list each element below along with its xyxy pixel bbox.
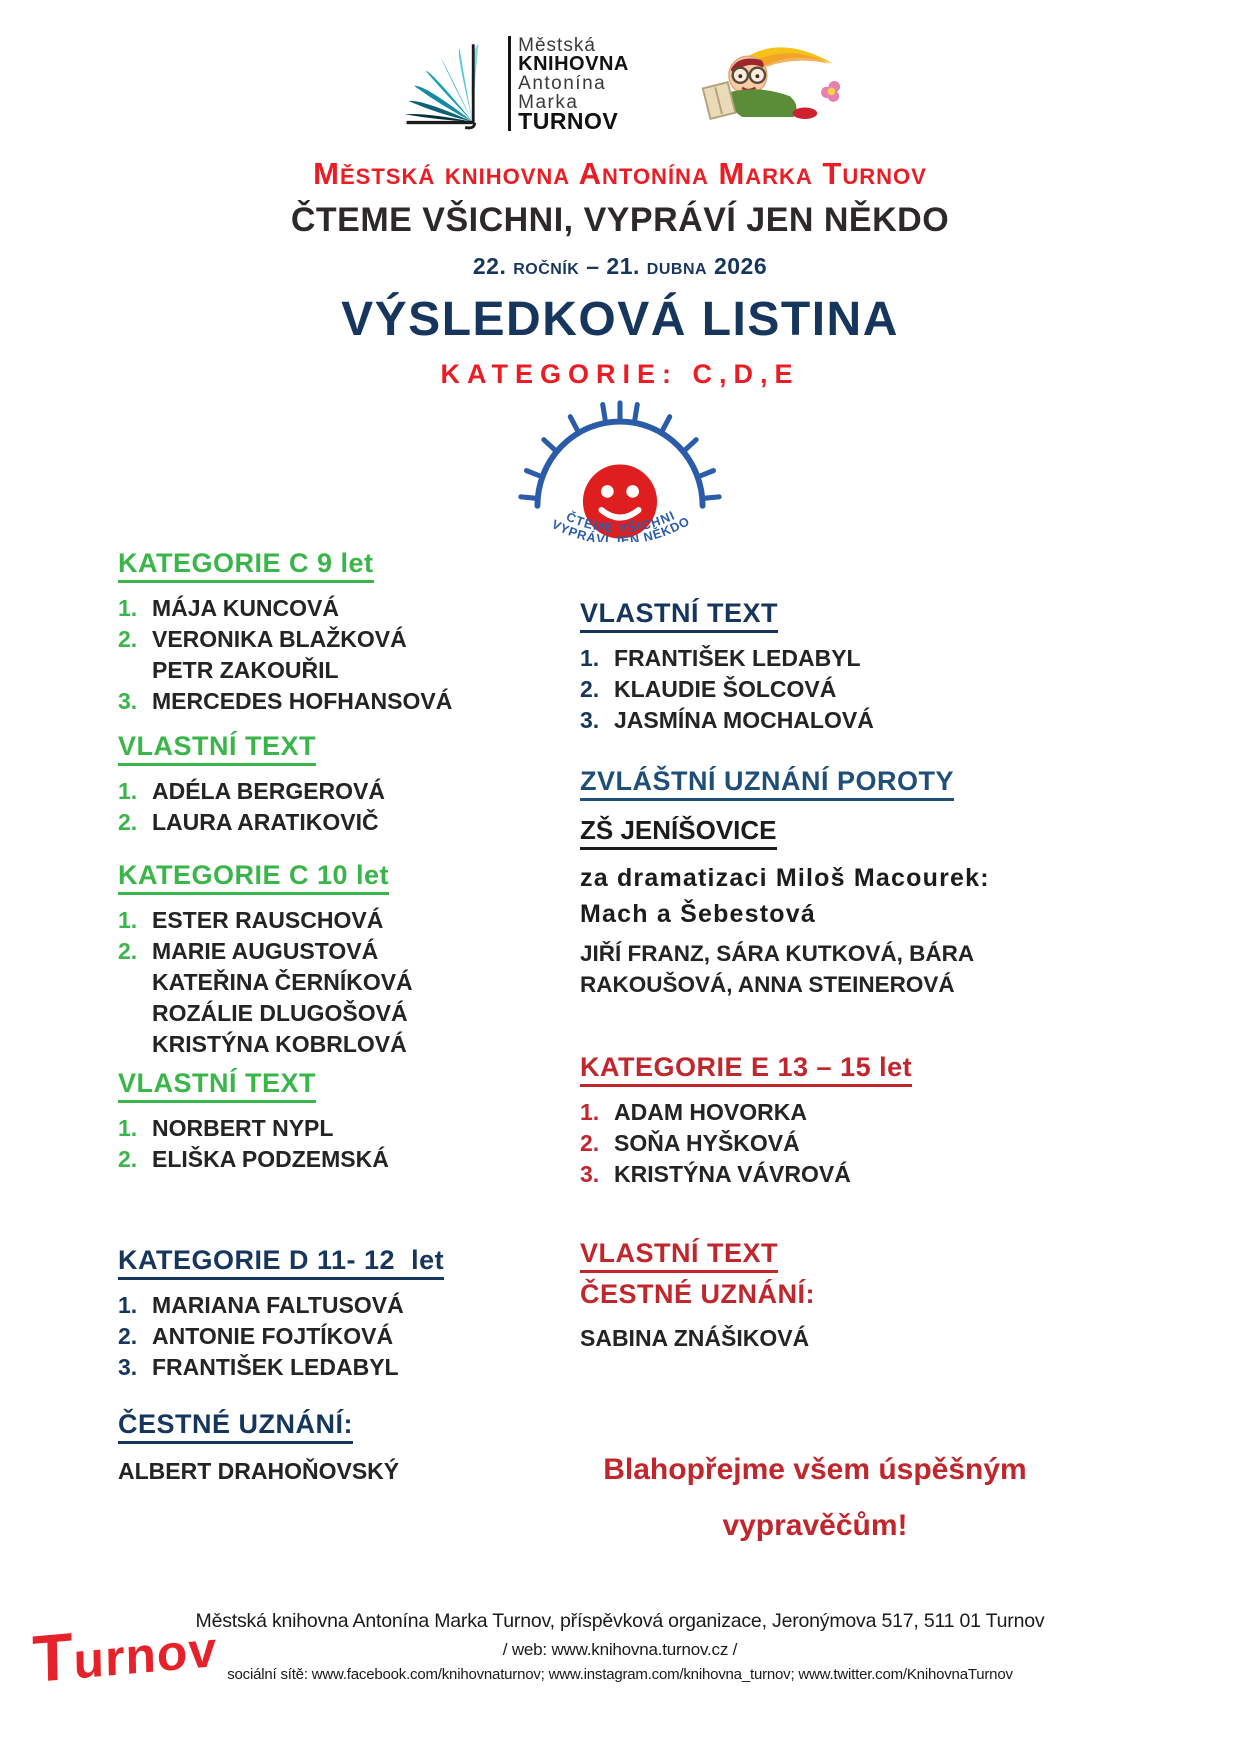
storyteller-mascot-illustration [689,36,841,124]
entry-name: ADÉLA BERGEROVÁ [152,778,385,804]
categories-line: KATEGORIE: C,D,E [440,359,800,389]
library-logo-text [508,35,629,134]
logo-line: TURNOV [518,108,619,134]
logo-line: Antonína [518,73,607,94]
entry-name: ADAM HOVORKA [614,1099,807,1125]
entry-name: VERONIKA BLAŽKOVÁ [152,626,407,652]
right-column [580,548,1140,1554]
special-award-reason-line2: Mach a Šebestová [580,900,816,928]
special-award-school: ZŠ JENÍŠOVICE [580,815,777,850]
section-kategorie-c10 [118,860,580,1060]
result-entry [118,967,580,998]
edition-date-line: 22. ročník – 21. dubna 2026 [472,253,768,279]
entry-name: MARIANA FALTUSOVÁ [152,1292,404,1318]
entry-rank: 1. [118,778,138,804]
entry-name: FRANTIŠEK LEDABYL [614,645,861,671]
result-entry [118,686,580,717]
entry-rank: 2. [580,676,600,702]
section-kategorie-c9 [118,548,580,717]
footer-web-url: / web: www.knihovna.turnov.cz / [502,1640,738,1659]
sun-logo-text-top: ČTEME VŠICHNI [564,508,678,536]
entry-rank: 1. [118,907,138,933]
result-entry [580,643,1140,674]
entry-rank: 1. [580,1099,600,1125]
entry-rank: 1. [118,595,138,621]
section-heading-vlastni-text-d: VLASTNÍ TEXT [580,598,778,633]
result-entry [118,655,580,686]
result-entry [118,1113,580,1144]
result-entry [118,807,580,838]
entry-name: SOŇA HYŠKOVÁ [614,1130,800,1156]
header-logo-row [0,0,1240,140]
entry-rank: 2. [118,1146,138,1172]
section-heading-kategorie-c9: KATEGORIE C 9 let [118,548,374,583]
entry-rank: 2. [580,1130,600,1156]
section-heading-cestne-uznani-d: ČESTNÉ UZNÁNÍ: [118,1409,353,1444]
library-title: Městská knihovna Antonína Marka Turnov [313,156,927,191]
entry-name: ROZÁLIE DLUGOŠOVÁ [152,1000,408,1026]
entry-rank: 3. [118,688,138,714]
logo-line: Městská [518,35,596,56]
entry-name: KRISTÝNA VÁVROVÁ [614,1161,851,1187]
congratulations-line2: vypravěčům! [722,1509,908,1542]
result-entry [118,936,580,967]
section-vlastni-text-d [580,598,1140,736]
section-heading-kategorie-d: KATEGORIE D 11- 12 let [118,1245,444,1280]
entry-name: FRANTIŠEK LEDABYL [152,1354,399,1380]
entry-name: MARIE AUGUSTOVÁ [152,938,379,964]
result-entry [118,776,580,807]
entry-name: KATEŘINA ČERNÍKOVÁ [152,969,413,995]
result-entry [118,905,580,936]
congratulations-message [580,1442,1050,1554]
entry-name: MERCEDES HOFHANSOVÁ [152,688,453,714]
entry-rank: 2. [118,626,138,652]
entry-name: KRISTÝNA KOBRLOVÁ [152,1031,407,1057]
entry-name: NORBERT NYPL [152,1115,334,1141]
entry-rank: 2. [118,938,138,964]
entry-rank: 3. [118,1354,138,1380]
entry-rank [118,1029,152,1060]
result-entry [118,593,580,624]
special-award-names: JIŘÍ FRANZ, SÁRA KUTKOVÁ, BÁRA RAKOUŠOVÁ, ANNA STEINEROVÁ [580,941,974,997]
footer-social-links: sociální sítě: www.facebook.com/knihovnaturnov; www.instagram.com/knihovna_turnov; www.twitter.com/KnihovnaTurnov [227,1666,1013,1683]
sun-eye-icon [486,392,754,542]
entry-name: JASMÍNA MOCHALOVÁ [614,707,874,733]
section-kategorie-d [118,1245,580,1383]
section-kategorie-e [580,1052,1140,1190]
entry-rank: 2. [118,1323,138,1349]
result-entry [580,1128,1140,1159]
entry-rank: 1. [118,1292,138,1318]
entry-rank: 1. [580,645,600,671]
entry-name: ANTONIE FOJTÍKOVÁ [152,1323,394,1349]
turnov-city-logo: Turnov [31,1618,218,1697]
entry-name: ELIŠKA PODZEMSKÁ [152,1146,389,1172]
library-logo [399,36,629,132]
section-heading-vlastni-text-c9: VLASTNÍ TEXT [118,731,316,766]
result-entry [118,1029,580,1060]
logo-line: KNIHOVNA [518,53,629,75]
entry-name: ESTER RAUSCHOVÁ [152,907,384,933]
entry-name: PETR ZAKOUŘIL [152,657,339,683]
section-heading-kategorie-e: KATEGORIE E 13 – 15 let [580,1052,912,1087]
entry-name: MÁJA KUNCOVÁ [152,595,339,621]
result-entry [118,1352,580,1383]
footer-address: Městská knihovna Antonína Marka Turnov, příspěvková organizace, Jeronýmova 517, 511 01 Turnov [195,1610,1045,1632]
sun-logo-text-bottom: VYPRÁVÍ JEN NĚKDO [549,514,693,542]
page-title: VÝSLEDKOVÁ LISTINA [341,293,899,346]
result-entry [118,624,580,655]
result-entry [580,1097,1140,1128]
section-heading-kategorie-c10: KATEGORIE C 10 let [118,860,389,895]
result-entry [118,998,580,1029]
result-entry [580,674,1140,705]
entry-rank: 2. [118,809,138,835]
entry-rank [118,967,152,998]
left-column [118,548,580,1554]
book-fan-icon [399,36,503,132]
section-heading-vlastni-text-c10: VLASTNÍ TEXT [118,1068,316,1103]
event-sun-logo [0,392,1240,544]
honorable-mention-name: ALBERT DRAHOŇOVSKÝ [118,1458,400,1484]
results-columns [0,548,1240,1554]
honorable-mention-name: SABINA ZNÁŠIKOVÁ [580,1325,810,1351]
section-vlastni-text-e [580,1238,1140,1352]
result-entry [580,705,1140,736]
event-title: ČTEME VŠICHNI, VYPRÁVÍ JEN NĚKDO [290,201,950,239]
result-entry [118,1144,580,1175]
result-entry [580,1159,1140,1190]
section-vlastni-text-c9 [118,731,580,838]
result-entry [118,1290,580,1321]
result-entry [118,1321,580,1352]
entry-rank: 3. [580,1161,600,1187]
section-cestne-uznani-d [118,1409,580,1485]
special-award-reason-line1: za dramatizaci Miloš Macourek: [580,864,990,892]
footer [0,1610,1240,1683]
entry-name: KLAUDIE ŠOLCOVÁ [614,676,837,702]
section-special-award [580,766,1140,1000]
section-heading-vlastni-text-e: VLASTNÍ TEXT [580,1238,778,1273]
congratulations-line1: Blahopřejme všem úspěšným [603,1453,1027,1486]
section-heading-special-award: ZVLÁŠTNÍ UZNÁNÍ POROTY [580,766,954,801]
section-vlastni-text-c10 [118,1068,580,1175]
logo-line: Marka [518,92,579,113]
entry-rank: 1. [118,1115,138,1141]
section-heading-cestne-uznani-e: ČESTNÉ UZNÁNÍ: [580,1279,815,1309]
entry-name: LAURA ARATIKOVIČ [152,809,379,835]
entry-rank [118,998,152,1029]
entry-rank [118,655,152,686]
entry-rank: 3. [580,707,600,733]
